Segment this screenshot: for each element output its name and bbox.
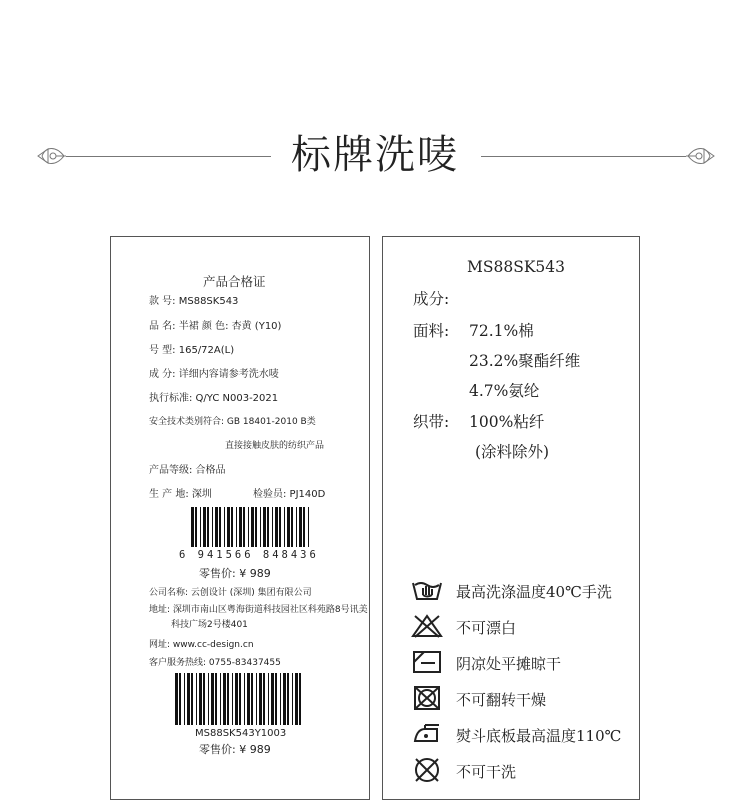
fabric-label: 面料: <box>413 322 450 340</box>
product-grade: 产品等级: 合格品 <box>149 465 226 476</box>
company-name: 公司名称: 云创设计 (深圳) 集团有限公司 <box>149 588 312 598</box>
barcode-bar <box>227 507 230 547</box>
barcode-bar <box>251 673 253 725</box>
barcode-bar <box>223 673 226 725</box>
safety-category: 安全技术类别符合: GB 18401-2010 B类 <box>149 417 316 427</box>
barcode-bar <box>275 507 278 547</box>
iron-110-icon <box>411 721 443 747</box>
barcode-bar <box>187 673 190 725</box>
barcode-bar <box>275 673 277 725</box>
barcode-bar <box>299 673 301 725</box>
fabric-item: 23.2%聚酯纤维 <box>469 352 581 370</box>
barcode-bar <box>279 507 281 547</box>
barcode-bar <box>200 507 201 547</box>
barcode-bar <box>280 673 281 725</box>
barcode-bar <box>295 673 298 725</box>
address-line-2: 科技广场2号楼401 <box>171 620 248 630</box>
barcode-bar <box>207 507 209 547</box>
barcode-bar <box>175 673 178 725</box>
barcode-bar <box>291 507 293 547</box>
composition-label: 成分: <box>413 290 450 308</box>
barcode-bar <box>179 673 181 725</box>
safety-note: 直接接触皮肤的纺织产品 <box>225 441 325 451</box>
barcode-2 <box>175 673 305 725</box>
barcode-bar <box>299 507 302 547</box>
barcode-bar <box>271 673 274 725</box>
barcode-bar <box>196 673 197 725</box>
flat-dry-shade-icon <box>411 649 443 675</box>
barcode-bar <box>239 673 241 725</box>
care-text: 熨斗底板最高温度110℃ <box>456 727 622 745</box>
fabric-item: 72.1%棉 <box>469 322 534 340</box>
barcode-bar <box>247 673 250 725</box>
barcode-bar <box>296 507 297 547</box>
barcode-bar <box>227 673 229 725</box>
barcode-bar <box>191 673 193 725</box>
service-hotline: 客户服务热线: 0755-83437455 <box>149 658 281 668</box>
barcode-bar <box>287 673 289 725</box>
barcode-bar <box>239 507 242 547</box>
barcode-bar <box>212 507 213 547</box>
care-row <box>411 685 631 713</box>
barcode-bar <box>243 507 245 547</box>
barcode-bar <box>215 673 217 725</box>
barcode-bar <box>220 673 221 725</box>
barcode-bar <box>231 507 233 547</box>
lining-item: 100%粘纤 <box>469 413 545 431</box>
barcode-bar <box>236 507 237 547</box>
barcode-bar <box>263 673 265 725</box>
wash-label-code: MS88SK543 <box>467 258 565 276</box>
barcode-bar <box>268 673 269 725</box>
barcode-1 <box>191 507 311 547</box>
barcode-bar <box>308 507 309 547</box>
barcode-bar <box>260 507 261 547</box>
barcode-bar <box>199 673 202 725</box>
barcode-bar <box>219 507 221 547</box>
care-text: 不可干洗 <box>456 763 517 781</box>
barcode-bar <box>195 507 197 547</box>
composition-note: 成 分: 详细内容请参考洗水唛 <box>149 369 279 380</box>
barcode-bar <box>244 673 245 725</box>
retail-price-1: 零售价: ¥ 989 <box>199 567 271 580</box>
barcode-2-text: MS88SK543Y1003 <box>195 728 287 739</box>
barcode-bar <box>248 507 249 547</box>
cert-title: 产品合格证 <box>203 274 266 289</box>
barcode-bar <box>191 507 194 547</box>
hand-wash-icon <box>411 577 443 603</box>
no-tumble-dry-icon <box>411 685 443 711</box>
care-row <box>411 757 631 785</box>
barcode-bar <box>255 507 257 547</box>
style-number: 款 号: MS88SK543 <box>149 296 239 307</box>
barcode-bar <box>211 673 214 725</box>
barcode-bar <box>256 673 257 725</box>
barcode-bar <box>232 673 233 725</box>
product-name-color: 品 名: 半裙 颜 色: 杏黄 (Y10) <box>149 321 282 332</box>
size-spec: 号 型: 165/72A(L) <box>149 345 235 356</box>
website: 网址: www.cc-design.cn <box>149 640 254 650</box>
standard: 执行标准: Q/YC N003-2021 <box>149 393 279 404</box>
care-row <box>411 613 631 641</box>
page-title: 标牌洗唛 <box>291 132 459 178</box>
lining-label: 织带: <box>413 413 450 431</box>
barcode-bar <box>267 507 269 547</box>
no-dry-clean-icon <box>411 757 443 783</box>
care-text: 不可漂白 <box>456 619 517 637</box>
lining-note: (涂料除外) <box>475 443 550 461</box>
address: 地址: 深圳市南山区粤海街道科技园社区科苑路8号讯美 <box>149 605 368 615</box>
barcode-bar <box>272 507 273 547</box>
care-row <box>411 721 631 749</box>
barcode-bar <box>259 673 262 725</box>
barcode-bar <box>303 507 305 547</box>
barcode-bar <box>251 507 254 547</box>
barcode-bar <box>215 507 218 547</box>
care-text: 不可翻转干燥 <box>456 691 547 709</box>
barcode-bar <box>184 673 185 725</box>
section-heading <box>0 125 750 185</box>
inspector: 检验员: PJ140D <box>253 489 326 500</box>
fabric-item: 4.7%氨纶 <box>469 382 540 400</box>
certificate-tag <box>110 236 370 800</box>
barcode-bar <box>203 507 206 547</box>
barcode-bar <box>263 507 266 547</box>
retail-price-2: 零售价: ¥ 989 <box>199 743 271 756</box>
barcode-bar <box>208 673 209 725</box>
barcode-bar <box>292 673 293 725</box>
care-text: 阴凉处平摊晾干 <box>456 655 562 673</box>
care-row <box>411 649 631 677</box>
barcode-bar <box>284 507 285 547</box>
barcode-1-digits: 6 941566 848436 <box>179 549 319 561</box>
barcode-bar <box>235 673 238 725</box>
origin: 生 产 地: 深圳 <box>149 489 212 500</box>
care-row <box>411 577 631 605</box>
barcode-bar <box>224 507 225 547</box>
barcode-bar <box>287 507 290 547</box>
barcode-bar <box>203 673 205 725</box>
no-bleach-icon <box>411 613 443 639</box>
wash-label <box>382 236 640 800</box>
barcode-bar <box>283 673 286 725</box>
care-text: 最高洗涤温度40℃手洗 <box>456 583 612 601</box>
